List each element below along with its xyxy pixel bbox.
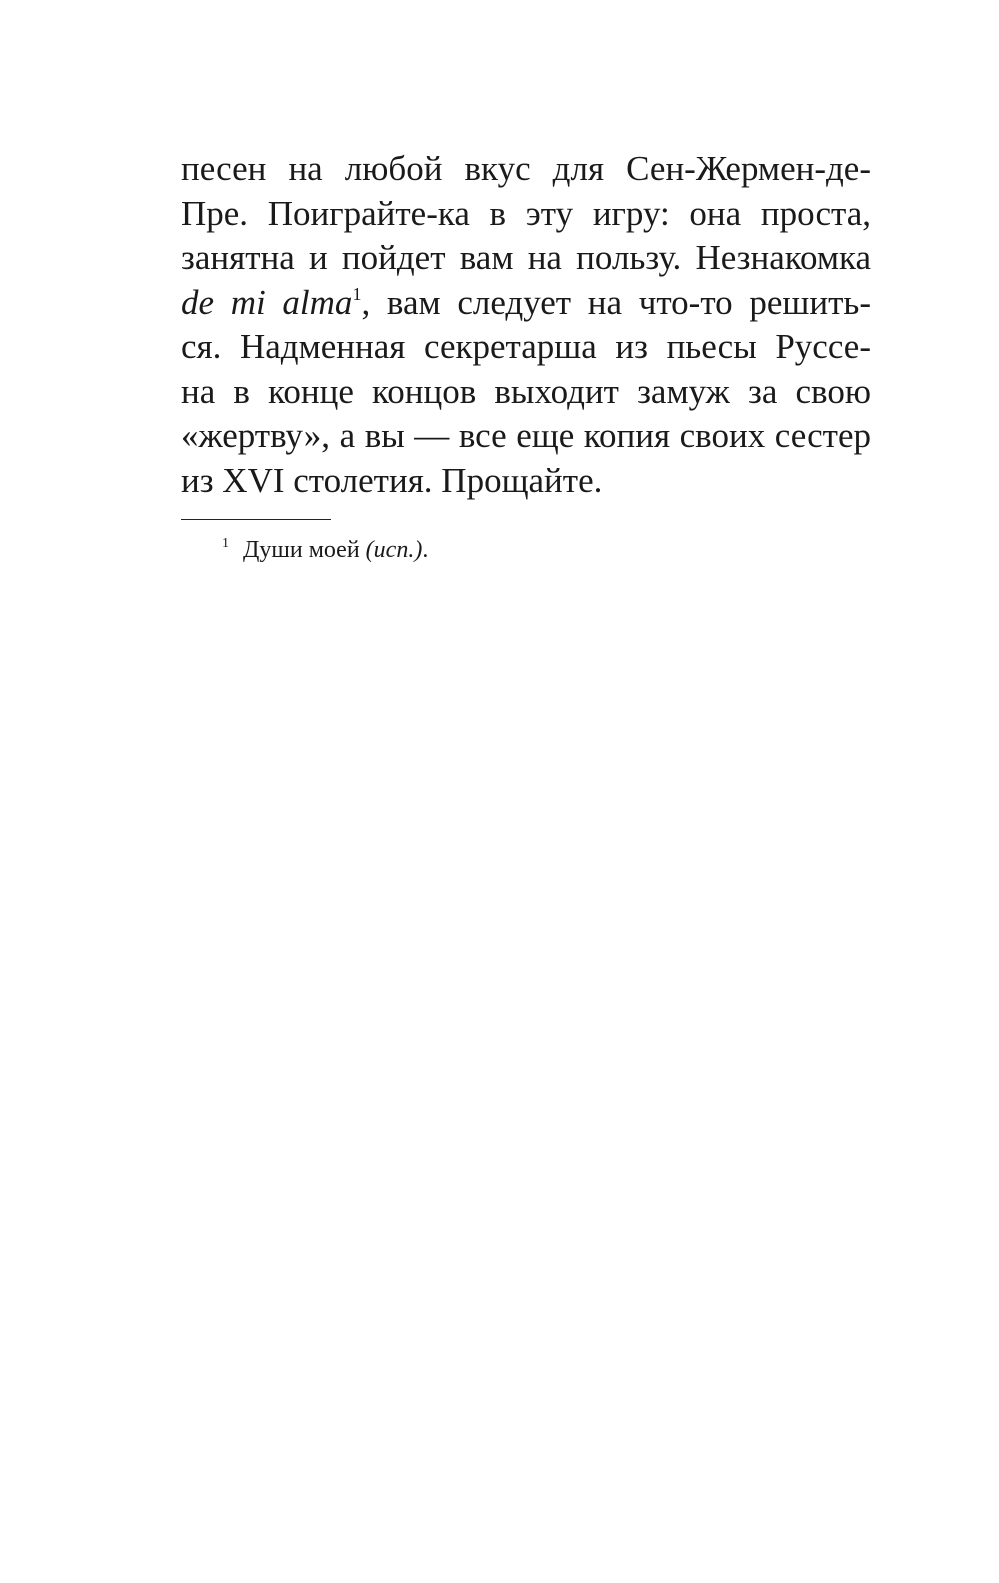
footnote-end: . — [422, 537, 429, 563]
text-line — [181, 281, 871, 326]
body-text — [181, 147, 871, 503]
text-line: из XVI столетия. Прощайте. — [181, 460, 603, 500]
text-line: занятна и пойдет вам на пользу. Незнакомка — [181, 238, 871, 277]
text-line: Пре. Поиграйте-ка в эту игру: она проста, — [181, 193, 871, 233]
text-line: песен на любой вкус для Сен-Жермен-де- — [181, 149, 871, 188]
text-line: ся. Надменная секретарша из пьесы Руссе- — [181, 327, 871, 366]
text-line: «жертву», а вы — все еще копия своих сестер — [181, 416, 871, 455]
footnote-reference[interactable]: 1 — [352, 283, 362, 304]
text-line-rest: , вам следует на что-то решить- — [361, 282, 871, 322]
footnote-number: 1 — [222, 536, 229, 551]
footnote-text: Души моей — [243, 537, 366, 563]
footnote — [222, 534, 428, 566]
text-line: на в конце концов выходит замуж за свою — [181, 371, 871, 411]
footnote-abbreviation: (исп.) — [365, 537, 423, 563]
foreign-phrase: de mi alma — [181, 282, 353, 322]
footnote-separator — [181, 519, 331, 520]
